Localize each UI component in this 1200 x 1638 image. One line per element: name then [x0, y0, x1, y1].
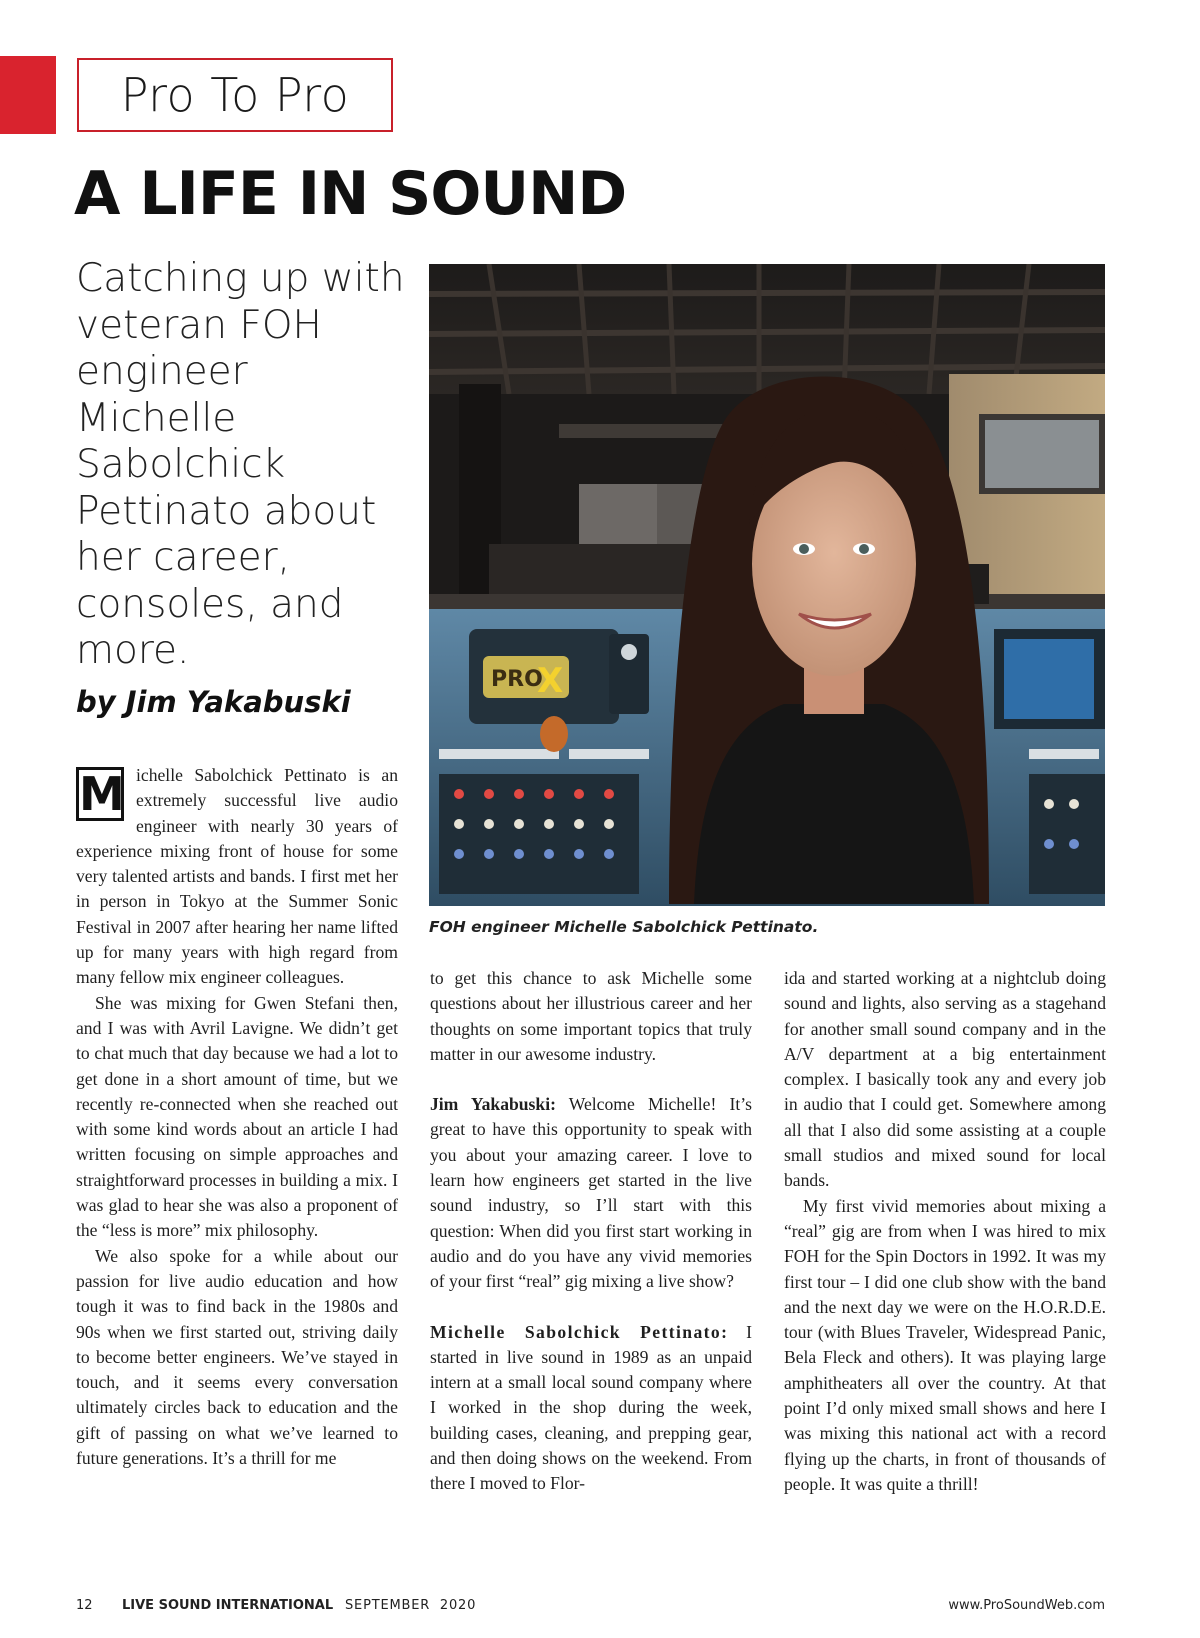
article-column-3	[784, 966, 1106, 1497]
website-link[interactable]: www.ProSoundWeb.com	[948, 1598, 1105, 1613]
section-accent-tab	[0, 56, 56, 134]
article-deck: Catching up with veteran FOH engineer Michelle Sabolchick Pettinato about her career, consoles, and more.	[76, 256, 405, 673]
foh-engineer-portrait	[429, 264, 1105, 906]
page-number: 12	[76, 1598, 93, 1613]
paragraph: ida and started working at a nightclub doing sound and lights, also serving as a stagehand for another small sound company and in the A/V department at a big entertainment complex. I basically took any and every job in audio that I could get. Somewhere among all that I also did some assisting at a couple small studios and mixed sound for local bands.	[784, 968, 1106, 1191]
interview-answer	[430, 1320, 752, 1497]
answer-text: I started in live sound in 1989 as an unpaid intern at a small local sound company where I worked in the shop during the week, building cases, cleaning, and prepping gear, and then doing shows on the weekend. From there I moved to Flor-	[430, 1321, 752, 1494]
article-column-1	[76, 763, 398, 1471]
article-headline: A LIFE IN SOUND	[74, 159, 627, 229]
page-footer	[76, 1598, 1105, 1618]
article-column-2	[430, 966, 752, 1497]
paragraph: to get this chance to ask Michelle some questions about her illustrious career and her thoughts on some important topics that truly matter in our awesome industry.	[430, 968, 752, 1064]
console-badge-x: X	[537, 661, 564, 701]
article-photo	[429, 264, 1105, 906]
magazine-name: LIVE SOUND INTERNATIONAL	[122, 1598, 334, 1613]
paragraph: My first vivid memories about mixing a “real” gig are from when I was hired to mix FOH for the Spin Doctors in 1992. It was my first tour – I did one club show with the band and the next day we were on the H.O.R.D.E. tour (with Blues Traveler, Widespread Panic, Bela Fleck and others). It was playing large amphitheaters all over the country. At that point I’d only mixed small shows and here I was mixing this national act with a record flying up the charts, in front of thousands of people. It was quite a thrill!	[784, 1195, 1106, 1494]
drop-cap: M	[76, 767, 124, 821]
speaker-label: Michelle Sabolchick Pettinato:	[430, 1321, 729, 1342]
console-badge: PRO	[491, 667, 543, 692]
question-text: Welcome Michelle! It’s great to have this opportunity to speak with you about your amazing career. I love to learn how engineers get started in the live sound industry, so I’ll start with this question: When did you first start working in audio and do you have any vivid memories of your first “real” gig mixing a live show?	[430, 1094, 752, 1292]
issue-date: SEPTEMBER 2020	[345, 1598, 477, 1613]
article-byline: by Jim Yakabuski	[76, 685, 351, 719]
paragraph: ichelle Sabolchick Pettinato is an extremely successful live audio engineer with nearly 30 years of experience mixing front of house for some very talented artists and bands. I first met her in person in Tokyo at the Summer Sonic Festival in 2007 after hearing her name lifted up for many years with high regard from many fellow mix engineer colleagues.	[76, 765, 398, 988]
speaker-label: Jim Yakabuski:	[430, 1094, 556, 1115]
section-label: Pro To Pro	[77, 58, 393, 132]
paragraph: She was mixing for Gwen Stefani then, and I was with Avril Lavigne. We didn’t get to chat much that day because we had a lot to get done in a short amount of time, but we recently re-connected when she reached out with some kind words about an article I had written focusing on simple approaches and straightforward processes in building a mix. I was glad to hear she was also a proponent of the “less is more” mix philosophy.	[76, 992, 398, 1241]
interview-question	[430, 1092, 752, 1294]
photo-caption: FOH engineer Michelle Sabolchick Pettinato.	[429, 918, 819, 936]
paragraph: We also spoke for a while about our passion for live audio education and how tough it was to find back in the 1980s and 90s when we first started out, striving daily to become better engineers. We’ve stayed in touch, and it seems every conversation ultimately circles back to education and the gift of passing on what we’ve learned to future generations. It’s a thrill for me	[76, 1245, 398, 1469]
